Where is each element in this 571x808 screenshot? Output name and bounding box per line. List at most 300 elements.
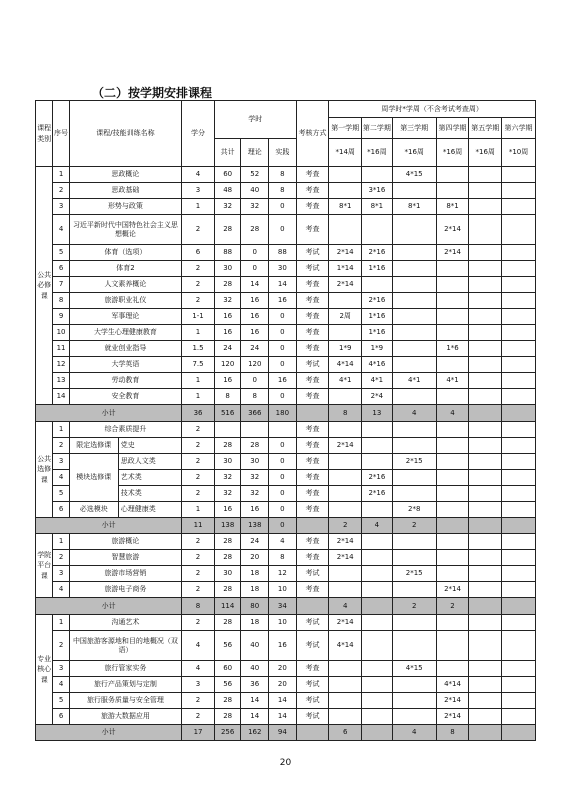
sem4-hours: 8 (436, 725, 469, 741)
theory-hours (241, 422, 269, 438)
sem1-hours (329, 454, 362, 470)
sem5-hours (469, 309, 502, 325)
exam-method: 考查 (296, 167, 329, 183)
exam-method (296, 405, 329, 422)
exam-method: 考试 (296, 677, 329, 693)
row-seq: 1 (53, 422, 69, 438)
course-name: 旅行服务质量与安全管理 (69, 693, 181, 709)
sem5-hours (469, 470, 502, 486)
sem3-hours: 2*15 (392, 566, 436, 582)
sem5-hours (469, 293, 502, 309)
total-hours: 28 (214, 215, 241, 245)
sem3-hours (392, 183, 436, 199)
exam-method: 考查 (296, 661, 329, 677)
exam-method: 考试 (296, 245, 329, 261)
sem2-hours: 8*1 (362, 199, 393, 215)
exam-method: 考查 (296, 534, 329, 550)
header-weeks-6: *10周 (502, 139, 536, 167)
sem2-hours: 1*9 (362, 341, 393, 357)
course-name: 旅游大数据应用 (69, 709, 181, 725)
course-name: 劳动教育 (69, 373, 181, 389)
sem6-hours (502, 631, 536, 661)
theory-hours: 36 (241, 677, 269, 693)
sem2-hours: 2*4 (362, 389, 393, 405)
credit-cell: 36 (182, 405, 215, 422)
header-course: 课程/技能训练名称 (69, 101, 181, 167)
sem1-hours (329, 470, 362, 486)
sem6-hours (502, 661, 536, 677)
sem6-hours (502, 677, 536, 693)
sem1-hours: 2*14 (329, 550, 362, 566)
sem2-hours (362, 502, 393, 518)
sem3-hours (392, 341, 436, 357)
group-label: 公共必修课 (36, 167, 53, 405)
sem1-hours (329, 582, 362, 598)
practice-hours: 0 (269, 454, 297, 470)
sem6-hours (502, 167, 536, 183)
total-hours: 32 (214, 293, 241, 309)
sem6-hours (502, 566, 536, 582)
header-category: 课程类别 (36, 101, 53, 167)
sem6-hours (502, 357, 536, 373)
total-hours: 28 (214, 438, 241, 454)
total-hours: 32 (214, 486, 241, 502)
credit-cell: 4 (182, 661, 215, 677)
course-name: 就业创业指导 (69, 341, 181, 357)
sem4-hours (436, 438, 469, 454)
sem6-hours (502, 598, 536, 615)
sem6-hours (502, 277, 536, 293)
table-row (36, 661, 536, 677)
sem1-hours: 2*14 (329, 245, 362, 261)
total-hours: 60 (214, 167, 241, 183)
subtotal-label: 小计 (36, 725, 182, 741)
credit-cell: 2 (182, 422, 215, 438)
table-row (36, 566, 536, 582)
table-row (36, 631, 536, 661)
credit-cell: 11 (182, 518, 215, 534)
sem5-hours (469, 550, 502, 566)
course-name: 党史 (118, 438, 181, 454)
theory-hours: 16 (241, 309, 269, 325)
sem2-hours (362, 709, 393, 725)
total-hours: 32 (214, 199, 241, 215)
practice-hours: 0 (269, 357, 297, 373)
theory-hours: 30 (241, 454, 269, 470)
row-seq: 6 (53, 709, 69, 725)
theory-hours: 0 (241, 261, 269, 277)
credit-cell: 1-1 (182, 309, 215, 325)
sem5-hours (469, 438, 502, 454)
sem3-hours (392, 245, 436, 261)
credit-cell: 1 (182, 325, 215, 341)
practice-hours: 0 (269, 438, 297, 454)
sem4-hours (436, 470, 469, 486)
row-seq: 2 (53, 183, 69, 199)
theory-hours: 32 (241, 199, 269, 215)
table-row (36, 293, 536, 309)
theory-hours: 0 (241, 245, 269, 261)
row-seq: 3 (53, 454, 69, 470)
sem6-hours (502, 245, 536, 261)
total-hours: 88 (214, 245, 241, 261)
sem4-hours (436, 661, 469, 677)
row-seq: 9 (53, 309, 69, 325)
sem5-hours (469, 631, 502, 661)
header-sem-5: 第五学期 (469, 118, 502, 139)
sem3-hours (392, 486, 436, 502)
credit-cell: 2 (182, 293, 215, 309)
credit-cell: 1 (182, 502, 215, 518)
course-name: 人文素养概论 (69, 277, 181, 293)
theory-hours: 80 (241, 598, 269, 615)
course-name: 安全教育 (69, 389, 181, 405)
sem5-hours (469, 373, 502, 389)
sem2-hours: 4 (362, 518, 393, 534)
sem4-hours (436, 550, 469, 566)
sem1-hours (329, 325, 362, 341)
subtotal-row (36, 598, 536, 615)
sem3-hours (392, 325, 436, 341)
sem5-hours (469, 486, 502, 502)
practice-hours: 14 (269, 277, 297, 293)
theory-hours: 24 (241, 341, 269, 357)
table-row (36, 502, 536, 518)
sem4-hours (436, 534, 469, 550)
row-seq: 14 (53, 389, 69, 405)
exam-method: 考试 (296, 693, 329, 709)
sem1-hours (329, 215, 362, 245)
practice-hours: 14 (269, 709, 297, 725)
sem6-hours (502, 405, 536, 422)
sem6-hours (502, 261, 536, 277)
exam-method: 考试 (296, 357, 329, 373)
total-hours: 28 (214, 615, 241, 631)
subtotal-label: 小计 (36, 405, 182, 422)
table-row (36, 534, 536, 550)
row-seq: 11 (53, 341, 69, 357)
total-hours: 28 (214, 534, 241, 550)
sem3-hours: 8*1 (392, 199, 436, 215)
course-name: 大学生心理健康教育 (69, 325, 181, 341)
elective-type-label: 必选模块 (69, 502, 118, 518)
total-hours (214, 422, 241, 438)
sem1-hours: 4*14 (329, 631, 362, 661)
exam-method (296, 518, 329, 534)
sem3-hours (392, 389, 436, 405)
sem1-hours: 8*1 (329, 199, 362, 215)
subtotal-row (36, 405, 536, 422)
theory-hours: 40 (241, 661, 269, 677)
practice-hours: 8 (269, 183, 297, 199)
exam-method (296, 725, 329, 741)
practice-hours: 88 (269, 245, 297, 261)
practice-hours: 8 (269, 550, 297, 566)
sem4-hours (436, 167, 469, 183)
table-row (36, 422, 536, 438)
header-sem-6: 第六学期 (502, 118, 536, 139)
sem5-hours (469, 357, 502, 373)
exam-method: 考查 (296, 389, 329, 405)
sem4-hours: 2*14 (436, 215, 469, 245)
sem6-hours (502, 341, 536, 357)
sem4-hours (436, 357, 469, 373)
sem3-hours (392, 582, 436, 598)
total-hours: 28 (214, 582, 241, 598)
theory-hours: 138 (241, 518, 269, 534)
credit-cell: 7.5 (182, 357, 215, 373)
sem2-hours: 2*16 (362, 293, 393, 309)
table-row (36, 245, 536, 261)
sem4-hours (436, 615, 469, 631)
section-title: （二）按学期安排课程 (92, 86, 213, 100)
sem2-hours: 13 (362, 405, 393, 422)
theory-hours: 14 (241, 709, 269, 725)
credit-cell: 2 (182, 693, 215, 709)
credit-cell: 4 (182, 631, 215, 661)
practice-hours: 0 (269, 518, 297, 534)
sem3-hours (392, 293, 436, 309)
sem4-hours: 2 (436, 598, 469, 615)
theory-hours: 16 (241, 325, 269, 341)
sem6-hours (502, 438, 536, 454)
row-seq: 10 (53, 325, 69, 341)
sem1-hours (329, 293, 362, 309)
practice-hours: 10 (269, 582, 297, 598)
sem4-hours (436, 277, 469, 293)
exam-method: 考试 (296, 566, 329, 582)
sem4-hours: 2*14 (436, 582, 469, 598)
sem5-hours (469, 405, 502, 422)
theory-hours: 32 (241, 486, 269, 502)
sem3-hours (392, 277, 436, 293)
credit-cell: 2 (182, 438, 215, 454)
sem6-hours (502, 693, 536, 709)
table-row (36, 438, 536, 454)
exam-method: 考查 (296, 341, 329, 357)
total-hours: 30 (214, 566, 241, 582)
header-weeks-5: *16周 (469, 139, 502, 167)
sem5-hours (469, 167, 502, 183)
sem1-hours: 1*14 (329, 261, 362, 277)
subtotal-row (36, 725, 536, 741)
credit-cell: 2 (182, 534, 215, 550)
sem2-hours: 1*16 (362, 325, 393, 341)
credit-cell: 3 (182, 677, 215, 693)
table-row (36, 582, 536, 598)
practice-hours: 12 (269, 566, 297, 582)
sem3-hours (392, 357, 436, 373)
sem1-hours: 4*1 (329, 373, 362, 389)
total-hours: 16 (214, 502, 241, 518)
table-row (36, 341, 536, 357)
exam-method: 考查 (296, 438, 329, 454)
sem3-hours (392, 615, 436, 631)
header-exam: 考核方式 (296, 101, 329, 167)
sem4-hours: 4*1 (436, 373, 469, 389)
exam-method: 考查 (296, 293, 329, 309)
sem3-hours (392, 422, 436, 438)
sem1-hours: 1*9 (329, 341, 362, 357)
sem5-hours (469, 502, 502, 518)
credit-cell: 1 (182, 389, 215, 405)
practice-hours: 0 (269, 309, 297, 325)
sem4-hours (436, 566, 469, 582)
table-row (36, 309, 536, 325)
credit-cell: 2 (182, 486, 215, 502)
credit-cell: 2 (182, 454, 215, 470)
table-row (36, 277, 536, 293)
sem4-hours: 8*1 (436, 199, 469, 215)
practice-hours: 16 (269, 631, 297, 661)
theory-hours: 16 (241, 293, 269, 309)
sem1-hours (329, 183, 362, 199)
sem3-hours: 4 (392, 725, 436, 741)
theory-hours: 18 (241, 615, 269, 631)
course-name: 旅行管家实务 (69, 661, 181, 677)
exam-method: 考查 (296, 550, 329, 566)
sem2-hours (362, 550, 393, 566)
sem6-hours (502, 550, 536, 566)
sem3-hours: 2 (392, 518, 436, 534)
sem1-hours: 2*14 (329, 438, 362, 454)
sem1-hours (329, 566, 362, 582)
table-row (36, 261, 536, 277)
sem2-hours: 1*16 (362, 309, 393, 325)
sem3-hours (392, 215, 436, 245)
sem5-hours (469, 215, 502, 245)
exam-method: 考查 (296, 470, 329, 486)
total-hours: 256 (214, 725, 241, 741)
sem6-hours (502, 183, 536, 199)
sem4-hours (436, 502, 469, 518)
sem3-hours (392, 470, 436, 486)
sem4-hours (436, 389, 469, 405)
credit-cell: 17 (182, 725, 215, 741)
sem3-hours: 2 (392, 598, 436, 615)
sem5-hours (469, 615, 502, 631)
group-label: 专业核心课 (36, 615, 53, 725)
sem2-hours (362, 615, 393, 631)
credit-cell: 6 (182, 245, 215, 261)
table-row (36, 199, 536, 215)
theory-hours: 28 (241, 215, 269, 245)
row-seq: 4 (53, 215, 69, 245)
theory-hours: 52 (241, 167, 269, 183)
theory-hours: 16 (241, 502, 269, 518)
table-row (36, 215, 536, 245)
header-weekly: 周学时*学周（不含考试考查周） (329, 101, 536, 118)
sem6-hours (502, 470, 536, 486)
theory-hours: 14 (241, 277, 269, 293)
sem1-hours (329, 422, 362, 438)
total-hours: 48 (214, 183, 241, 199)
sem2-hours (362, 215, 393, 245)
group-label: 学院平台课 (36, 534, 53, 598)
sem6-hours (502, 215, 536, 245)
sem3-hours: 2*15 (392, 454, 436, 470)
theory-hours: 120 (241, 357, 269, 373)
practice-hours: 0 (269, 486, 297, 502)
sem5-hours (469, 709, 502, 725)
row-seq: 1 (53, 615, 69, 631)
total-hours: 16 (214, 325, 241, 341)
sem3-hours: 4*15 (392, 661, 436, 677)
sem1-hours (329, 693, 362, 709)
sem1-hours: 2周 (329, 309, 362, 325)
sem3-hours (392, 550, 436, 566)
sem1-hours (329, 486, 362, 502)
table-row (36, 373, 536, 389)
row-seq: 3 (53, 566, 69, 582)
exam-method: 考试 (296, 709, 329, 725)
exam-method (296, 598, 329, 615)
theory-hours: 32 (241, 470, 269, 486)
course-name: 思政概论 (69, 167, 181, 183)
sem1-hours: 4*14 (329, 357, 362, 373)
sem1-hours (329, 709, 362, 725)
elective-type-label: 模块选修课 (69, 454, 118, 502)
header-sem-3: 第三学期 (392, 118, 436, 139)
practice-hours: 20 (269, 677, 297, 693)
credit-cell: 2 (182, 470, 215, 486)
theory-hours: 24 (241, 534, 269, 550)
sem4-hours (436, 631, 469, 661)
row-seq: 3 (53, 661, 69, 677)
credit-cell: 2 (182, 261, 215, 277)
sem5-hours (469, 277, 502, 293)
theory-hours: 18 (241, 566, 269, 582)
practice-hours: 4 (269, 534, 297, 550)
row-seq: 4 (53, 582, 69, 598)
practice-hours: 0 (269, 199, 297, 215)
sem6-hours (502, 325, 536, 341)
sem4-hours (436, 325, 469, 341)
sem5-hours (469, 341, 502, 357)
table-row (36, 615, 536, 631)
row-seq: 1 (53, 534, 69, 550)
sem4-hours (436, 518, 469, 534)
total-hours: 516 (214, 405, 241, 422)
row-seq: 2 (53, 438, 69, 454)
exam-method: 考查 (296, 373, 329, 389)
practice-hours: 30 (269, 261, 297, 277)
header-h-practice: 实践 (269, 139, 297, 167)
row-seq: 2 (53, 631, 69, 661)
theory-hours: 18 (241, 582, 269, 598)
practice-hours: 0 (269, 341, 297, 357)
sem6-hours (502, 582, 536, 598)
exam-method: 考查 (296, 199, 329, 215)
sem5-hours (469, 598, 502, 615)
sem3-hours (392, 438, 436, 454)
sem1-hours (329, 389, 362, 405)
header-weeks-4: *16周 (436, 139, 469, 167)
row-seq: 3 (53, 199, 69, 215)
course-name: 艺术类 (118, 470, 181, 486)
sem6-hours (502, 422, 536, 438)
sem2-hours: 1*16 (362, 261, 393, 277)
sem3-hours (392, 309, 436, 325)
credit-cell: 1 (182, 199, 215, 215)
practice-hours: 16 (269, 293, 297, 309)
header-sem-2: 第二学期 (362, 118, 393, 139)
sem6-hours (502, 615, 536, 631)
total-hours: 56 (214, 631, 241, 661)
total-hours: 30 (214, 454, 241, 470)
sem6-hours (502, 293, 536, 309)
course-name: 心理健康类 (118, 502, 181, 518)
